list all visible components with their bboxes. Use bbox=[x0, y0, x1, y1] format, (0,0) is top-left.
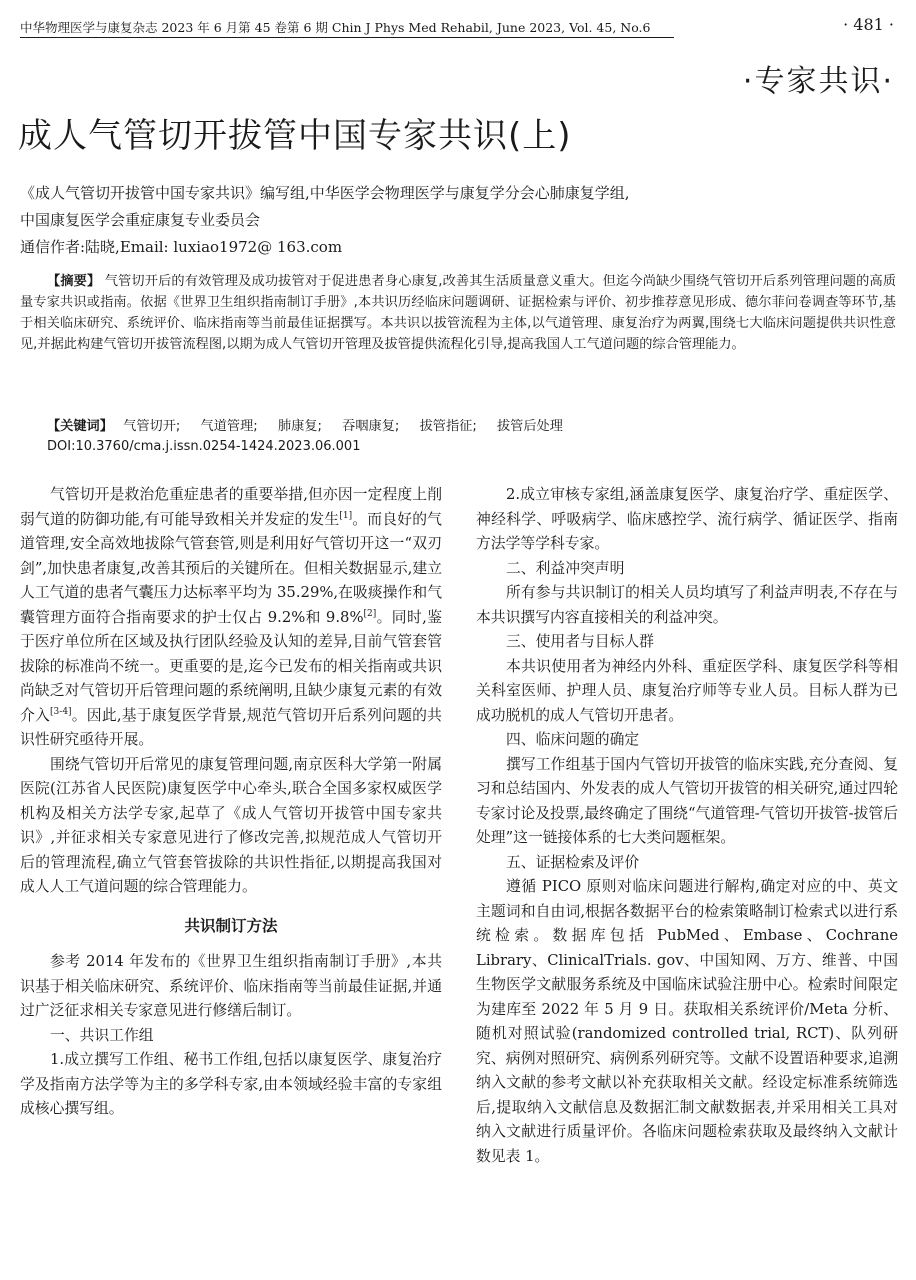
body-paragraph bbox=[20, 483, 442, 753]
abstract-label: 【摘要】 bbox=[47, 274, 101, 289]
reference-marker: [1] bbox=[339, 510, 353, 521]
body-paragraph: 参考 2014 年发布的《世界卫生组织指南制订手册》,本共识基于相关临床研究、系统评价、临床指南等当前最佳证据,并通过广泛征求相关专家意见进行修缮后制订。 bbox=[20, 953, 442, 1019]
text-run: 。同时,鉴于医疗单位所在区域及执行团队经验及认知的差异,目前气管套管拔除的标准尚不统一。更重要的是,迄今已发布的相关指南或共识尚缺乏对气管切开后管理问题的系统阐明,且缺少康复元素的有效介入 bbox=[20, 608, 442, 724]
column-label: ·专家共识· bbox=[742, 64, 894, 99]
corresponding-author: 通信作者:陆晓,Email: luxiao1972@ 163.com bbox=[20, 238, 343, 256]
keyword: 肺康复; bbox=[277, 419, 322, 434]
keywords bbox=[47, 415, 579, 434]
keyword: 拔管后处理 bbox=[496, 419, 563, 434]
page-number: · 481 · bbox=[843, 15, 894, 34]
header-rule bbox=[20, 37, 674, 38]
body-paragraph: 1.成立撰写工作组、秘书工作组,包括以康复医学、康复治疗学及指南方法学等为主的多学科专家,由本领域经验丰富的专家组成核心撰写组。 bbox=[20, 1051, 442, 1117]
keyword: 吞咽康复; bbox=[342, 419, 400, 434]
abstract-text: 气管切开后的有效管理及成功拔管对于促进患者身心康复,改善其生活质量意义重大。但迄今尚缺少围绕气管切开后系列管理问题的高质量专家共识或指南。依据《世界卫生组织指南制订手册》,本共识历经临床问题调研、证据检索与评价、初步推荐意见形成、德尔菲问卷调查等环节,基于相关临床研究、系统评价、临床指南等当前最佳证据撰写。本共识以拔管流程为主体,以气道管理、康复治疗为两翼,围绕七大临床问题提供共识性意见,并据此构建气管切开拔管流程图,以期为成人气管切开管理及拔管提供流程化引导,提高我国人工气道问题的综合管理能力。 bbox=[20, 274, 897, 352]
keyword: 气道管理; bbox=[200, 419, 258, 434]
body-paragraph: 围绕气管切开后常见的康复管理问题,南京医科大学第一附属医院(江苏省人民医院)康复医学中心牵头,联合全国多家权威医学机构及相关方法学专家,起草了《成人气管切开拔管中国专家共识》,并征求相关专家意见进行了修改完善,拟规范成人气管切开后的管理流程,确立气管套管拔除的共识性指征,以期提高我国对成人人工气道问题的综合管理能力。 bbox=[20, 755, 442, 895]
running-head bbox=[20, 12, 896, 38]
subsection-heading: 四、临床问题的确定 bbox=[506, 731, 640, 748]
keyword: 气管切开; bbox=[123, 419, 181, 434]
section-title: 共识制订方法 bbox=[184, 916, 278, 935]
keyword: 拔管指征; bbox=[419, 419, 477, 434]
subsection-heading: 五、证据检索及评价 bbox=[506, 853, 640, 871]
subsection-heading: 二、利益冲突声明 bbox=[506, 559, 625, 577]
author-line: 《成人气管切开拔管中国专家共识》编写组,中华医学会物理医学与康复学分会心肺康复学组, bbox=[20, 184, 630, 202]
text-run: 。因此,基于康复医学背景,规范气管切开后系列问题的共识性研究亟待开展。 bbox=[20, 706, 442, 748]
body-paragraph: 本共识使用者为神经内外科、重症医学科、康复医学科等相关科室医师、护理人员、康复治疗师等专业人员。目标人群为已成功脱机的成人气管切开患者。 bbox=[476, 657, 898, 724]
text-run: 。而良好的气道管理,安全高效地拔除气管套管,则是利用好气管切开这一“双刃剑”,加快患者康复,改善其预后的关键所在。但相关数据显示,建立人工气道的患者气囊压力达标率平均为 35.29%,在吸痰操作和气囊管理方面符合指南要求的护士仅占 9.2%和 9.8% bbox=[20, 510, 442, 626]
subsection-heading: 三、使用者与目标人群 bbox=[506, 633, 654, 650]
text-run: 气管切开是救治危重症患者的重要举措,但亦因一定程度上削弱气道的防御功能,有可能导致相关并发症的发生 bbox=[20, 486, 442, 528]
body-paragraph: 撰写工作组基于国内气管切开拔管的临床实践,充分查阅、复习和总结国内、外发表的成人气管切开拔管的相关研究,通过四轮专家讨论及投票,最终确定了围绕“气道管理-气管切开拔管-拔管后处理”这一链接体系的七大类问题框架。 bbox=[476, 755, 898, 846]
right-column bbox=[476, 483, 898, 1169]
article-title: 成人气管切开拔管中国专家共识(上) bbox=[18, 116, 572, 156]
reference-marker: [3-4] bbox=[50, 706, 72, 717]
subsection-heading: 一、共识工作组 bbox=[50, 1026, 154, 1044]
body-paragraph: 2.成立审核专家组,涵盖康复医学、康复治疗学、重症医学、神经科学、呼吸病学、临床感控学、流行病学、循证医学、指南方法学等学科专家。 bbox=[476, 486, 898, 552]
reference-marker: [2] bbox=[363, 608, 377, 619]
keywords-label: 【关键词】 bbox=[47, 419, 113, 434]
abstract bbox=[20, 271, 896, 355]
body-paragraph: 遵循 PICO 原则对临床问题进行解构,确定对应的中、英文主题词和自由词,根据各数据平台的检索策略制订检索式以进行系统检索。数据库包括 PubMed、Embase、Cochrane Library、ClinicalTrials. gov、中国知网、万方、维普、中国生物医学文献服务系统及中国临床试验注册中心。检索时间限定为建库至 2022 年 5 月 9 日。获取相关系统评价/Meta 分析、随机对照试验(randomized controlled trial, RCT)、队列研究、病例对照研究、病例系列研究等。文献不设置语种要求,追溯纳入文献的参考文献以补充获取相关文献。经设定标准系统筛选后,提取纳入文献信息及数据汇制文献数据表,并采用相关工具对纳入文献进行质量评价。各临床问题检索获取及最终纳入文献计数见表 1。 bbox=[476, 878, 898, 1165]
body-paragraph: 所有参与共识制订的相关人员均填写了利益声明表,不存在与本共识撰写内容直接相关的利益冲突。 bbox=[476, 584, 898, 626]
journal-citation: 中华物理医学与康复杂志 2023 年 6 月第 45 卷第 6 期 Chin J Phys Med Rehabil, June 2023, Vol. 45, No.6 bbox=[20, 20, 651, 35]
doi: DOI:10.3760/cma.j.issn.0254-1424.2023.06.001 bbox=[47, 439, 361, 454]
author-line: 中国康复医学会重症康复专业委员会 bbox=[20, 211, 261, 229]
author-block bbox=[20, 180, 890, 261]
left-column bbox=[20, 483, 442, 1122]
